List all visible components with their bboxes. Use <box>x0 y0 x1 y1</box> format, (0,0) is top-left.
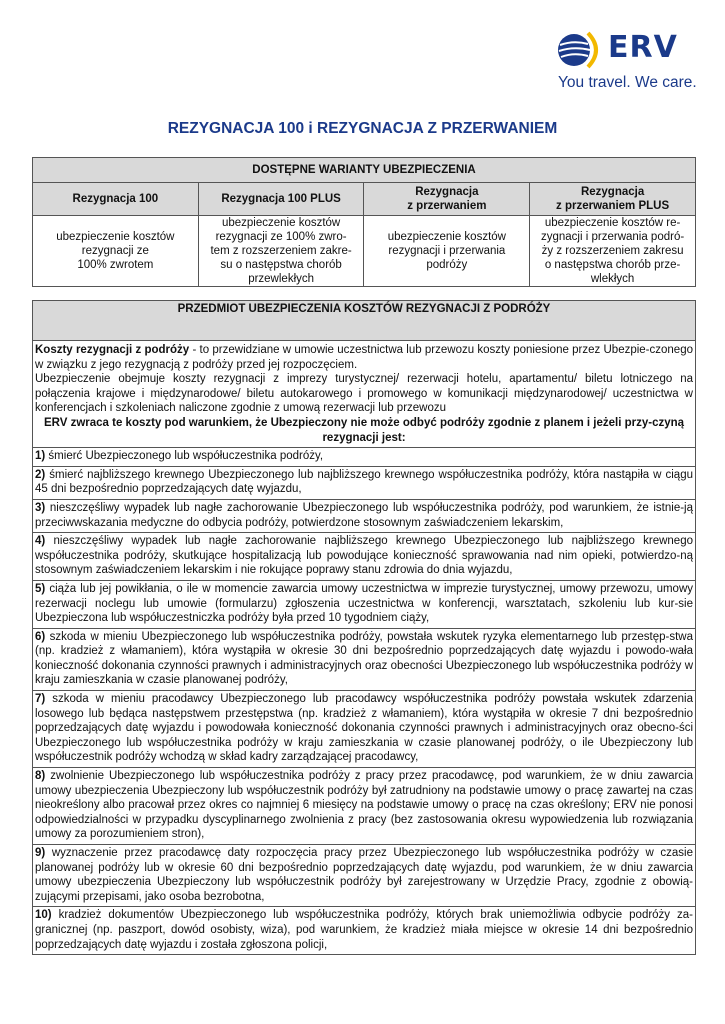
subject-header: PRZEDMIOT UBEZPIECZENIA KOSZTÓW REZYGNACJI Z PODRÓŻY <box>33 301 696 341</box>
variant-desc-2: ubezpieczenie kosztów rezygnacji ze 100% zwro- tem z rozszerzeniem zakre- su o następstwa chorób przewlekłych <box>198 216 364 287</box>
variant-name-3: Rezygnacja z przerwaniem <box>364 183 530 216</box>
erv-logo <box>556 28 706 98</box>
subject-intro <box>33 341 696 448</box>
variants-table <box>32 157 696 287</box>
list-item: 9) wyznaczenie przez pracodawcę daty rozpoczęcia pracy przez Ubezpieczonego lub współuczestnika podróży w czasie planowanej podróży lub w okresie 60 dni bezpośrednio poprzedzających datę wyjazdu, pod warunkiem, że w dniu zawarcia umowy ubezpieczenia Ubezpieczony lub współuczestnik podróży był zarejestrowany w Urzędzie Pracy, zgodnie z obowią-zującymi przepisami, jako osoba bezrobotna, <box>33 845 696 907</box>
brand-name: ERV <box>608 30 678 65</box>
list-item: 3) nieszczęśliwy wypadek lub nagłe zachorowanie Ubezpieczonego lub współuczestnika podróży, pod warunkiem, że istnie-ją przeciwwskazania medyczne do odbycia podróży, potwierdzone stosownym zaświadczeniem lekarskim, <box>33 499 696 532</box>
variant-name-2: Rezygnacja 100 PLUS <box>198 183 364 216</box>
variant-desc-3: ubezpieczenie kosztów rezygnacji i przerwania podróży <box>364 216 530 287</box>
list-item: 10) kradzież dokumentów Ubezpieczonego lub współuczestnika podróży, których brak uniemożliwia odbycie podróży za-granicznej (np. paszport, dowód osobisty, wiza), pod warunkiem, że kradzież miała miejsce w okresie 14 dni bezpośrednio poprzedzających datę wyjazdu i została zgłoszona policji, <box>33 907 696 955</box>
page-title: REZYGNACJA 100 i REZYGNACJA Z PRZERWANIEM <box>167 120 558 137</box>
globe-logo-icon <box>556 30 604 70</box>
variants-header: DOSTĘPNE WARIANTY UBEZPIECZENIA <box>33 158 696 183</box>
list-item: 4) nieszczęśliwy wypadek lub nagłe zachorowanie najbliższego krewnego Ubezpieczonego lub najbliższego krewnego współuczestnika podróży, skutkujące hospitalizacją lub powodujące konieczność sprawowania nad nim opieki, potwierdzo-ną stosownym zaświadczeniem lekarskim i nie rokujące poprawy stanu zdrowia do dnia wyjazdu, <box>33 533 696 581</box>
brand-tagline: You travel. We care. <box>558 74 697 91</box>
intro-text: - to przewidziane w umowie uczestnictwa lub przewozu koszty poniesione przez Ubezpie-czonego w związku z jego rezygnacją z podróży przed jej rozpoczęciem. <box>35 344 693 371</box>
condition-text: ERV zwraca te koszty pod warunkiem, że Ubezpieczony nie może odbyć podróży zgodnie z planem i jeżeli przy-czyną rezygnacji jest: <box>43 416 685 444</box>
list-item: 5) ciąża lub jej powikłania, o ile w momencie zawarcia umowy uczestnictwa w imprezie turystycznej, umowy przewozu, umowy rezerwacji noclegu lub umowie (formularzu) zgłoszenia uczestnictwa w konferencji, warsztatach, szkoleniu lub kur-sie Ubezpieczona lub współuczestniczka podróży była przed 10 tygodniem ciąży, <box>33 580 696 628</box>
list-item: 8) zwolnienie Ubezpieczonego lub współuczestnika podróży z pracy przez pracodawcę, pod warunkiem, że w dniu zawarcia umowy ubezpieczenia Ubezpieczony lub współuczestnik podróży był zatrudniony na podstawie umowy o pracę zawartej na czas nieokreślony albo pracował przez okres co najmniej 6 miesięcy na podstawie umowy o pracę na czas określony; ERV nie ponosi odpowiedzialności w przypadku dyscyplinarnego zwolnienia z pracy (bez zastosowania okresu wypowiedzenia lub rozwiązania umowy za porozumieniem stron), <box>33 768 696 845</box>
variant-name-1: Rezygnacja 100 <box>33 183 199 216</box>
variant-desc-1: ubezpieczenie kosztów rezygnacji ze 100% zwrotem <box>33 216 199 287</box>
intro-paragraph-2: Ubezpieczenie obejmuje koszty rezygnacji z imprezy turystycznej/ rezerwacji hotelu, apartamentu/ biletu lotniczego na połączenia krajowe i międzynarodowe/ biletu autokarowego i promowego w komunikacji międzynarodowej/ uczestnictwa w konferencjach i szkoleniach naliczone zgodnie z umową rezerwacji lub przewozu <box>35 373 693 415</box>
intro-bold-term: Koszty rezygnacji z podróży <box>35 344 190 356</box>
list-item: 2) śmierć najbliższego krewnego Ubezpieczonego lub najbliższego krewnego współuczestnika podróży, która nastąpiła w ciągu 45 dni bezpośrednio poprzedzających datę wyjazdu, <box>33 466 696 499</box>
variant-desc-4: ubezpieczenie kosztów re- zygnacji i przerwania podró- ży z rozszerzeniem zakresu o następstwa chorób prze- wlekłych <box>530 216 696 287</box>
subject-table <box>32 300 696 955</box>
list-item: 6) szkoda w mieniu Ubezpieczonego lub współuczestnika podróży, powstała wskutek ryzyka elementarnego lub przestęp-stwa (np. kradzież z włamaniem), która wystąpiła w okresie 30 dni bezpośrednio poprzedzających datę wyjazdu i powodo-wała konieczność dokonania czynności prawnych i administracyjnych oraz obecności Ubezpieczonego lub współuczestnika podróży w kraju zamieszkania w czasie planowanej podróży, <box>33 628 696 690</box>
list-item: 1) śmierć Ubezpieczonego lub współuczestnika podróży, <box>33 448 696 467</box>
list-item: 7) szkoda w mieniu pracodawcy Ubezpieczonego lub pracodawcy współuczestnika podróży powstała wskutek zdarzenia losowego lub będąca następstwem przestępstwa (np. kradzież z włamaniem), która wystąpiła w okresie 7 dni bezpośrednio poprzedzających datę wyjazdu i powodowała konieczność dokonania czynności prawnych i administracyjnych oraz obecno-ści Ubezpieczonego lub współuczestnika podróży w kraju zamieszkania w czasie planowanej podróży, o ile Ubezpieczony lub współuczestnik podróży wchodzą w skład kadry zarządzającej pracodawcy, <box>33 691 696 768</box>
variant-name-4: Rezygnacja z przerwaniem PLUS <box>530 183 696 216</box>
